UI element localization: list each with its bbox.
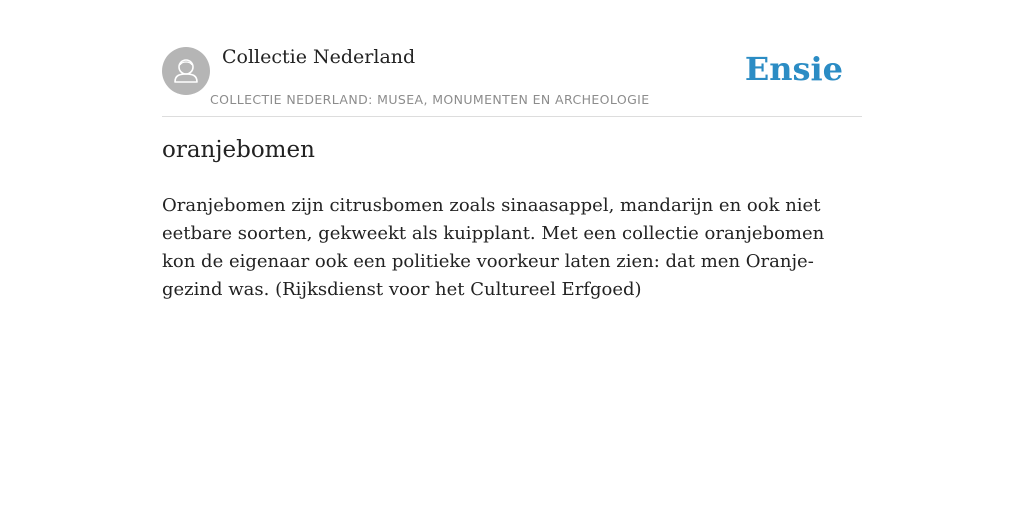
source-label[interactable]: COLLECTIE NEDERLAND: MUSEA, MONUMENTEN EN ARCHEOLOGIE [210, 92, 650, 107]
entry-definition: Oranjebomen zijn citrusbomen zoals sinaasappel, mandarijn en ook niet eetbare soorten, gekweekt als kuipplant. Met een collectie oranjebomen kon de eigenaar ook een politieke voorkeur laten zien: dat men Oranje-gezind was. (Rijksdienst voor het Cultureel Erfgoed) [162, 195, 825, 300]
entry-term: oranjebomen [162, 137, 315, 163]
page-header [162, 40, 862, 117]
author-name[interactable]: Collectie Nederland [222, 46, 416, 68]
brand-logo[interactable]: Ensie [744, 50, 843, 88]
user-placeholder-icon [162, 47, 210, 95]
avatar[interactable] [162, 47, 210, 95]
